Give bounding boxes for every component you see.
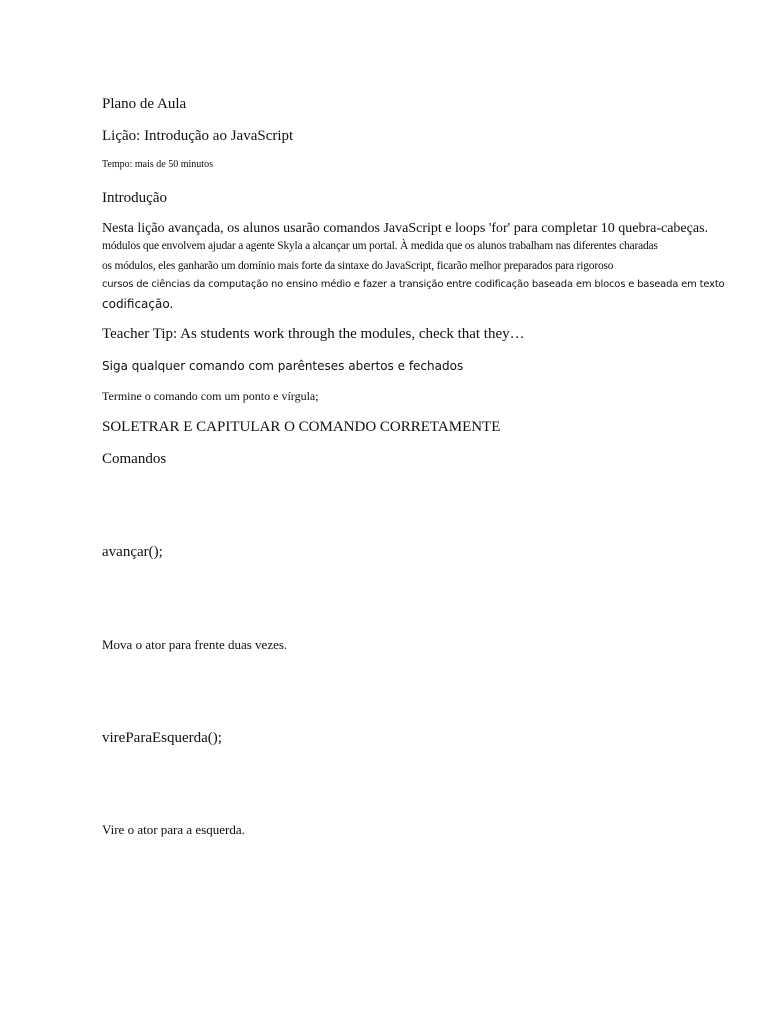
- intro-line: módulos que envolvem ajudar a agente Skyla a alcançar um portal. À medida que os alunos trabalham nas diferentes charadas: [102, 240, 658, 252]
- intro-heading: Introdução: [102, 190, 167, 206]
- tip-item: Termine o comando com um ponto e vírgula;: [102, 389, 319, 403]
- tip-item: Siga qualquer comando com parênteses abertos e fechados: [102, 359, 464, 373]
- command-description: Vire o ator para a esquerda.: [102, 822, 245, 837]
- lesson-title: Lição: Introdução ao JavaScript: [102, 128, 294, 144]
- command-code: avançar();: [102, 544, 163, 560]
- intro-line: codificação.: [102, 297, 174, 311]
- page-title: Plano de Aula: [102, 96, 187, 112]
- intro-line: os módulos, eles ganharão um domínio mais forte da sintaxe do JavaScript, ficarão melhor preparados para rigoroso: [102, 260, 614, 272]
- commands-heading: Comandos: [102, 451, 167, 467]
- intro-line: Nesta lição avançada, os alunos usarão comandos JavaScript e loops 'for' para completar 10 quebra-cabeças.: [102, 221, 709, 236]
- intro-line: cursos de ciências da computação no ensino médio e fazer a transição entre codificação baseada em blocos e baseada em texto: [102, 279, 725, 290]
- tip-item: SOLETRAR E CAPITULAR O COMANDO CORRETAMENTE: [102, 419, 501, 435]
- teacher-tip: Teacher Tip: As students work through the modules, check that they…: [102, 326, 525, 342]
- lesson-time: Tempo: mais de 50 minutos: [102, 159, 213, 170]
- command-description: Mova o ator para frente duas vezes.: [102, 637, 288, 652]
- command-code: vireParaEsquerda();: [102, 730, 222, 746]
